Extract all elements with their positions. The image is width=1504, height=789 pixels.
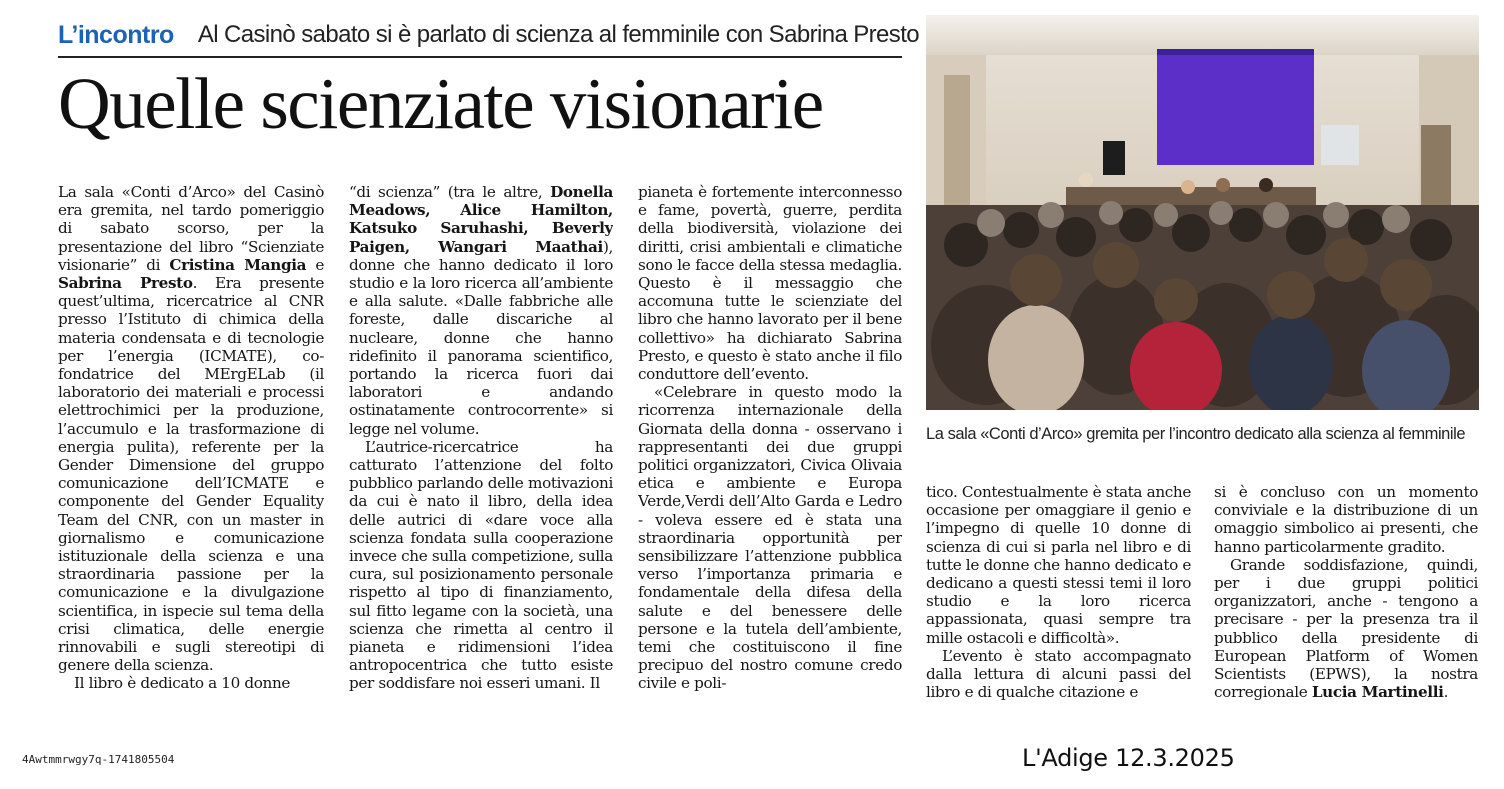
- text-run: e: [306, 255, 324, 274]
- bold-name: Donella Meadows, Alice Hamilton, Katsuko Saruhashi, Beverly Paigen, Wangari Maathai: [349, 183, 613, 256]
- bold-name: Cristina Mangia: [169, 255, 307, 274]
- text-run: .: [1443, 683, 1449, 702]
- text-run: La sala «Conti d’Arco» del Casinò era gremita, nel tardo pomeriggio di sabato scorso, per la presentazione del libro “Scienziate visionarie” di: [58, 183, 324, 274]
- text-run: L’autrice-ricercatrice ha catturato l’attenzione del folto pubblico parlando delle motivazioni da cui è nato il libro, della idea delle autrici di «dare voce alla scienza fondata sulla cooperazione invece che sulla competizione, sulla cura, sul posizionamento personale rispetto al tipo di finanziamento, sul fitto legame con la società, una scienza che rimetta al centro il pianeta e ridimensioni l’idea antropocentrica che tutto esiste per soddisfare noi esseri umani. Il: [349, 437, 613, 693]
- article-column-1: [58, 183, 324, 729]
- section-kicker: L’incontro: [58, 20, 174, 49]
- article-paragraph: [58, 183, 324, 674]
- article-paragraph: [926, 647, 1191, 702]
- article-column-5: [1214, 483, 1478, 729]
- subheadline: Al Casinò sabato si è parlato di scienza al femminile con Sabrina Presto: [197, 21, 920, 48]
- text-run: ), donne che hanno dedicato il loro studio e la loro ricerca all’ambiente e alla salute. «Dalle fabbriche alle foreste, dalle discariche al nucleare, donne che hanno ridefinito il panorama scientifico, portando la ricerca fuori dai laboratori e andando ostinatamente controcorrente» si legge nel volume.: [349, 237, 613, 438]
- article-paragraph: [638, 383, 902, 692]
- text-run: . Era presente quest’ultima, ricercatrice al CNR presso l’Istituto di chimica della materia condensata e di tecnologie per l’energia (ICMATE), co-fondatrice del MErgELab (il laboratorio dei materiali e processi elettrochimici per la produzione, l’accumulo e la trasformazione di energia pulita), referente per la Gender Dimensione del gruppo comunicazione dell’ICMATE e componente del Gender Equality Team del CNR, con un master in giornalismo e comunicazione istituzionale della scienza e una straordinaria passione per la comunicazione e la divulgazione scientifica, in ispecie sul tema della crisi climatica, delle energie rinnovabili e sugli stereotipi di genere della scienza.: [58, 274, 324, 675]
- photo-caption: La sala «Conti d’Arco» gremita per l’incontro dedicato alla scienza al femminile: [926, 425, 1466, 443]
- headline: Quelle scienziate visionarie: [58, 63, 823, 144]
- publication-source: L'Adige 12.3.2025: [1022, 744, 1235, 772]
- article-paragraph: [1214, 483, 1478, 556]
- text-run: Il libro è dedicato a 10 donne: [74, 674, 291, 693]
- article-paragraph: [349, 183, 613, 438]
- text-run: «Celebrare in questo modo la ricorrenza internazionale della Giornata della donna - osservano i rappresentanti dei due gruppi politici organizzatori, Civica Olivaia etica e ambiente e Europa Verde,Verdi dell’Alto Garda e Ledro - voleva essere ed è stata una straordinaria opportunità per sensibilizzare l’attenzione pubblica verso l’importanza primaria e fondamentale della difesa della salute e del benessere delle persone e la tutela dell’ambiente, temi che costituiscono il fine precipuo del nostro comune credo civile e poli-: [638, 383, 902, 693]
- text-run: “di scienza” (tra le altre,: [349, 183, 551, 201]
- kicker-row: [58, 14, 920, 58]
- article-paragraph: [926, 483, 1191, 647]
- article-paragraph: [349, 438, 613, 693]
- text-run: Grande soddisfazione, quindi, per i due gruppi politici organizzatori, anche - tengono a precisare - per la presenza tra il pubblico della presidente di European Platform of Women Scientists (EPWS), la nostra corregionale: [1214, 555, 1478, 702]
- article-column-2: [349, 183, 613, 729]
- text-run: L’evento è stato accompagnato dalla lettura di alcuni passi del libro e di qualche citazione e: [926, 646, 1191, 702]
- document-code: 4Awtmmrwgy7q-1741805504: [22, 753, 175, 766]
- article-column-3: [638, 183, 902, 729]
- event-photo: [926, 15, 1479, 410]
- text-run: tico. Contestualmente è stata anche occasione per omaggiare il genio e l’impegno di quelle 10 donne di scienza di cui si parla nel libro e di tutte le donne che hanno dedicato e dedicano a questi stessi temi il loro studio e la loro ricerca appassionata, quasi sempre tra mille ostacoli e difficoltà».: [926, 483, 1191, 647]
- article-paragraph: [58, 674, 324, 692]
- text-run: pianeta è fortemente interconnesso e fame, povertà, guerre, perdita della biodiversità, violazione dei diritti, crisi ambientali e climatiche sono le facce della stessa medaglia. Questo è il messaggio che accomuna tutte le scienziate del libro che hanno lavorato per il bene collettivo» ha dichiarato Sabrina Presto, e questo è stato anche il filo conduttore dell’evento.: [638, 183, 902, 384]
- article-column-4: [926, 483, 1191, 729]
- bold-name: Sabrina Presto: [58, 274, 193, 293]
- article-paragraph: [638, 183, 902, 383]
- article-paragraph: [1214, 556, 1478, 702]
- text-run: si è concluso con un momento conviviale e la distribuzione di un omaggio simbolico ai presenti, che hanno particolarmente gradito.: [1214, 483, 1478, 556]
- bold-name: Lucia Martinelli: [1311, 683, 1444, 702]
